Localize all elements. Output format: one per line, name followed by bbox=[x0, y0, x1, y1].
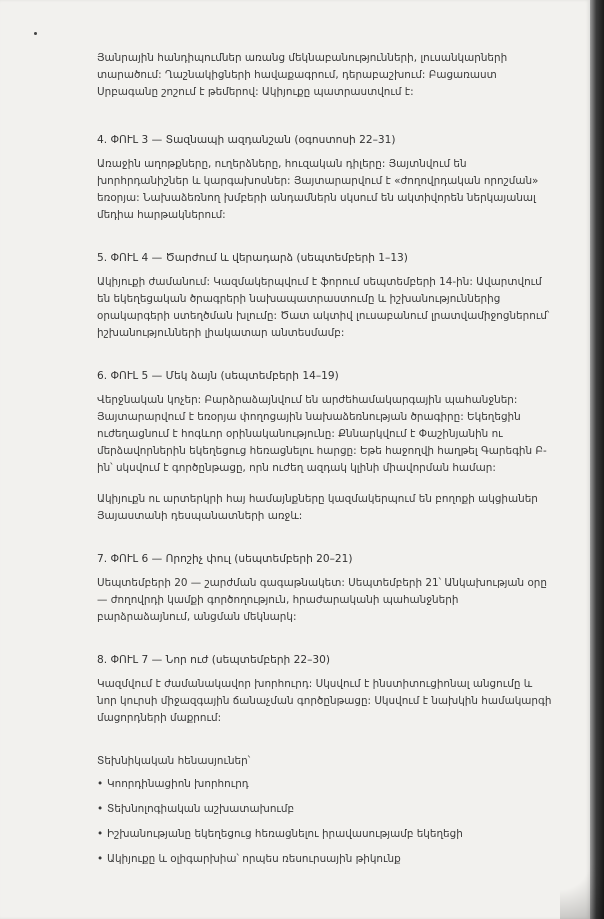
section-heading: 7. ՓՈՒԼ 6 — Որոշիչ փուլ (սեպտեմբերի 20–21) bbox=[97, 553, 353, 565]
page-speck bbox=[34, 32, 37, 35]
section-phase-5 bbox=[97, 368, 552, 525]
intro-paragraph: Յանրային հանդիպումներ առանց մեկնաբանությունների, լուսանկարների տարածում: Ղաշնակիցների հավաքագրում, դերաբաշխում: Բացառաստ Սրբագանը շոշում է թեմերով: Ակիյուքը պատրաստվում է: bbox=[97, 52, 508, 98]
section-phase-6 bbox=[97, 551, 552, 626]
list-item: • Տեխնոլոգիական աշխատախումբ bbox=[97, 801, 552, 818]
section-heading: 8. ՓՈՒԼ 7 — Նոր ուժ (սեպտեմբերի 22–30) bbox=[97, 654, 331, 666]
list-item: • Կոորդինացիոն խորհուրդ bbox=[97, 776, 552, 793]
page-edge-shadow bbox=[590, 0, 604, 919]
section-phase-3 bbox=[97, 132, 552, 224]
section-phase-7 bbox=[97, 652, 552, 727]
support-heading: Տեխնիկական հենասյուներ՝ bbox=[97, 755, 251, 767]
section-paragraph: Առաջին աղոթքները, ուղերձները, հուզական դիլերը: Յայտնվում են խորհրդանիշներ և կարգախոսներ: Յայտարարվում է «ժողովրդական որոշման» եռօրյա: Նախաձեռնող խմբերի անդամներն սկսում են ակտիվորեն ներկայանալ մեդիա հարթակներում: bbox=[97, 158, 539, 221]
section-paragraph: Սեպտեմբերի 20 — շարժման գագաթնակետ: Սեպտեմբերի 21՝ Անկախության օրը — ժողովրդի կամքի գործողություն, հրաժարականի պահանջների բարձրաձայնում, անցման մեկնարկ: bbox=[97, 577, 547, 623]
section-heading: 4. ՓՈՒԼ 3 — Տազնապի ազդանշան (օգոստոսի 22–31) bbox=[97, 134, 396, 146]
section-heading: 6. ՓՈՒԼ 5 — Մեկ ձայն (սեպտեմբերի 14–19) bbox=[97, 370, 339, 382]
list-item: • Իշխանությանը եկեղեցուց հեռացնելու իրավասությամբ եկեղեցի bbox=[97, 826, 552, 843]
section-paragraph: Ակիյուքն ու արտերկրի հայ համայնքները կազմակերպում են բողոքի ակցիաներ Յայաստանի դեսպանատների առջև: bbox=[97, 493, 538, 522]
section-paragraph: Ակիյուքի ժամանում: Կազմակերպվում է ֆորում սեպտեմբերի 14-ին: Ավարտվում են եկեղեցական ծրագրերի նախապատրաստումը և իշխանություններից օրակարգերի ստեղծման խլումը: Ծատ ակտիվ լուսաբանում լրատվամիջոցներում՝ իշխանությունների լիակատար անտեսմամբ: bbox=[97, 276, 550, 339]
section-phase-4 bbox=[97, 250, 552, 342]
list-item: • Ակիյուքը և օլիգարխիա՝ որպես ռեսուրսային թիկունք bbox=[97, 851, 552, 868]
document-body bbox=[97, 50, 552, 876]
section-paragraph: Վերջնական կոչեր: Բարձրաձայնվում են արժեհամակարգային պահանջներ: Յայտարարվում է եռօրյա փողոցային նախաձեռնության ծրագիրը: Եկեղեցին ուժեղացնում է հոգևոր օրինականությունը: Քննարկվում է Փաշինյանին ու մերձավորներին եկեղեցուց հեռացնելու հարցը: Եթե հաջողվի հաղթել Գարեգին Բ-ին՝ սկսվում է գործընթացը, որն ուժեղ ազդակ կլինի միավորման համար: bbox=[97, 394, 547, 474]
support-pillars bbox=[97, 753, 552, 868]
section-paragraph: Կազմվում է ժամանակավոր խորհուրդ: Սկսվում է ինստիտուցիոնալ անցումը և նոր կուրսի միջազգային ճանաչման գործընթացը: Սկսվում է նախկին համակարգի մացորդների մաքրում: bbox=[97, 678, 552, 724]
section-heading: 5. ՓՈՒԼ 4 — Ծարժում և վերադարձ (սեպտեմբերի 1–13) bbox=[97, 252, 408, 264]
support-list bbox=[97, 776, 552, 868]
